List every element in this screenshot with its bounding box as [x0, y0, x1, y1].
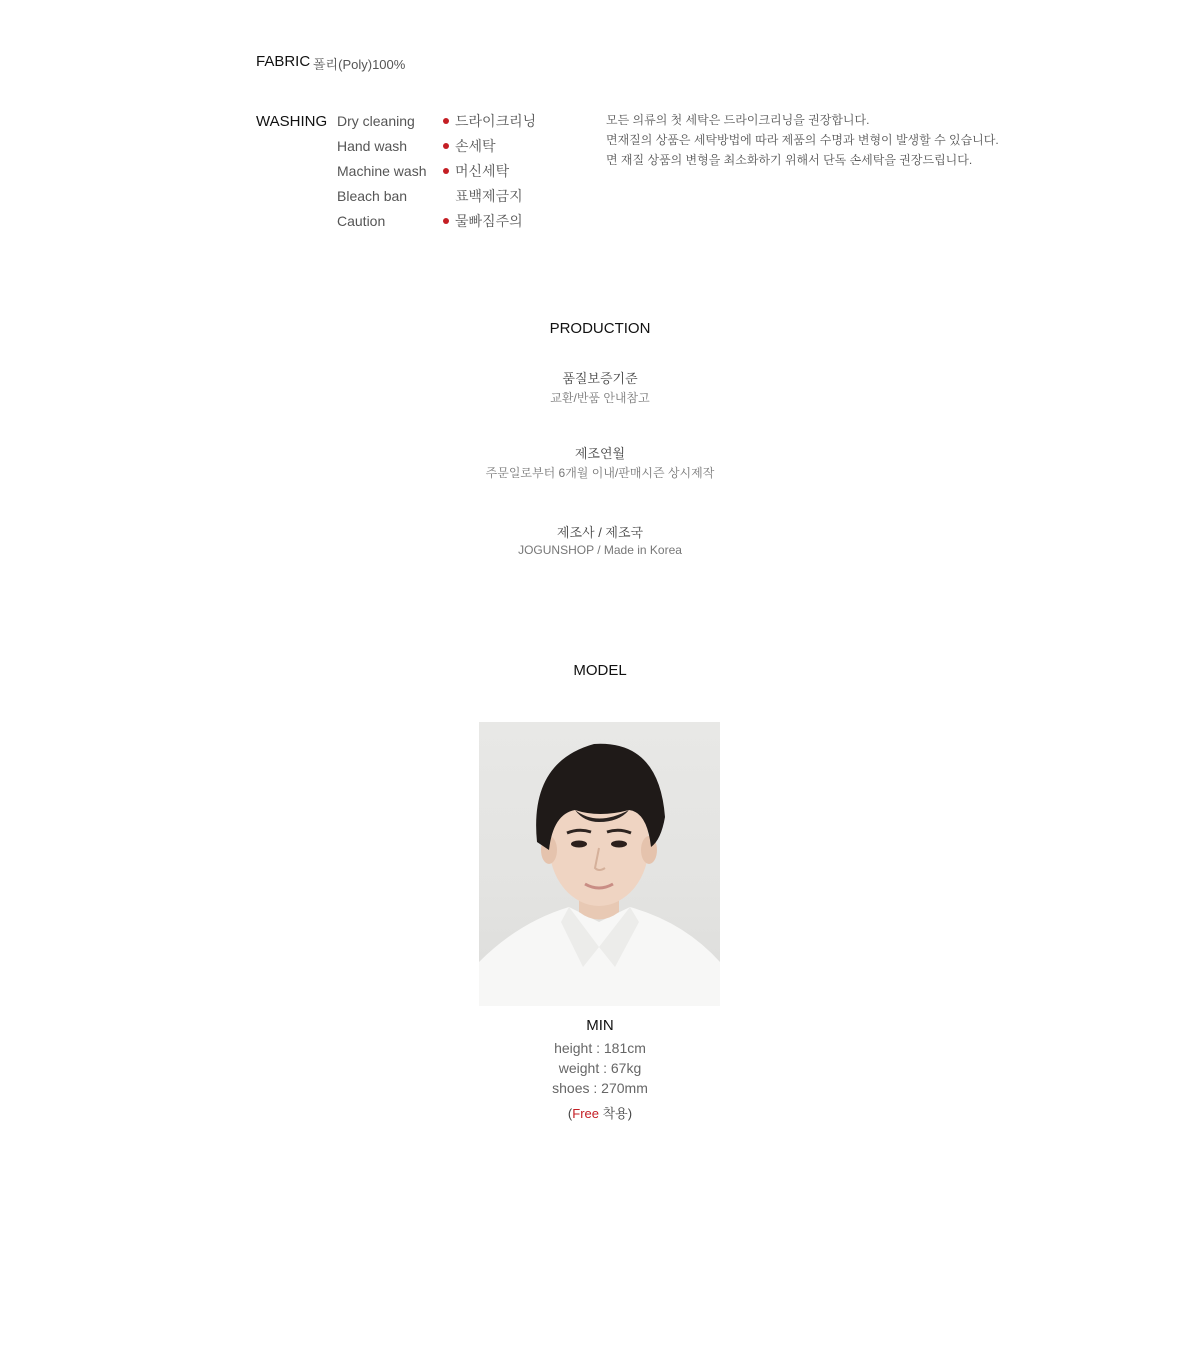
quality-title: 품질보증기준	[562, 371, 638, 386]
wash-method-row	[443, 113, 583, 138]
washing-notes	[606, 113, 1026, 173]
wash-method-row	[443, 138, 583, 163]
washing-methods-en	[337, 113, 437, 238]
washing-note: 면재질의 상품은 세탁방법에 따라 제품의 수명과 변형이 발생할 수 있습니다.	[606, 133, 999, 147]
washing-methods-ko	[443, 113, 583, 238]
wash-method-row	[443, 213, 583, 238]
wash-method-ko: 표백제금지	[455, 188, 523, 204]
model-weight: weight : 67kg	[558, 1060, 642, 1076]
wash-method-en: Caution	[337, 213, 386, 229]
model-fit	[0, 1103, 1200, 1122]
model-fit-suffix: 착용)	[599, 1106, 633, 1121]
wash-method-row	[443, 163, 583, 188]
wash-method-en: Dry cleaning	[337, 113, 415, 129]
model-name: MIN	[586, 1017, 614, 1034]
quality-value: 교환/반품 안내참고	[550, 391, 650, 405]
wash-method-en: Machine wash	[337, 163, 427, 179]
model-photo	[479, 722, 720, 1006]
washing-note: 면 재질 상품의 변형을 최소화하기 위해서 단독 손세탁을 권장드립니다.	[606, 153, 973, 167]
fabric-label: FABRIC	[256, 53, 311, 70]
wash-method-en: Hand wash	[337, 138, 408, 154]
wash-method-en: Bleach ban	[337, 188, 408, 204]
marker-dot-icon	[443, 143, 449, 149]
wash-method-ko: 드라이크리닝	[455, 113, 537, 129]
wash-method-ko: 머신세탁	[455, 163, 510, 179]
manufacturer-value: JOGUNSHOP / Made in Korea	[518, 543, 682, 557]
model-fit-open: (	[567, 1106, 573, 1121]
model-portrait-image	[479, 722, 720, 1006]
production-title: PRODUCTION	[549, 320, 651, 337]
fabric-value: 폴리(Poly)100%	[313, 57, 406, 72]
marker-dot-icon	[443, 218, 449, 224]
model-height: height : 181cm	[554, 1040, 646, 1056]
model-title: MODEL	[573, 662, 627, 679]
marker-dot-icon	[443, 168, 449, 174]
manufacture-date-title: 제조연월	[574, 446, 626, 461]
manufacturer-title: 제조사 / 제조국	[556, 525, 644, 540]
wash-method-row	[443, 188, 583, 213]
wash-method-ko: 손세탁	[455, 138, 496, 154]
model-fit-size: Free	[572, 1106, 599, 1121]
marker-dot-icon	[443, 118, 449, 124]
washing-label: WASHING	[256, 113, 328, 130]
washing-note: 모든 의류의 첫 세탁은 드라이크리닝을 권장합니다.	[606, 113, 870, 127]
wash-method-ko: 물빠짐주의	[455, 213, 523, 229]
model-shoes: shoes : 270mm	[552, 1080, 648, 1096]
marker-dot-icon	[443, 193, 449, 199]
manufacture-date-value: 주문일로부터 6개월 이내/판매시즌 상시제작	[485, 466, 715, 480]
